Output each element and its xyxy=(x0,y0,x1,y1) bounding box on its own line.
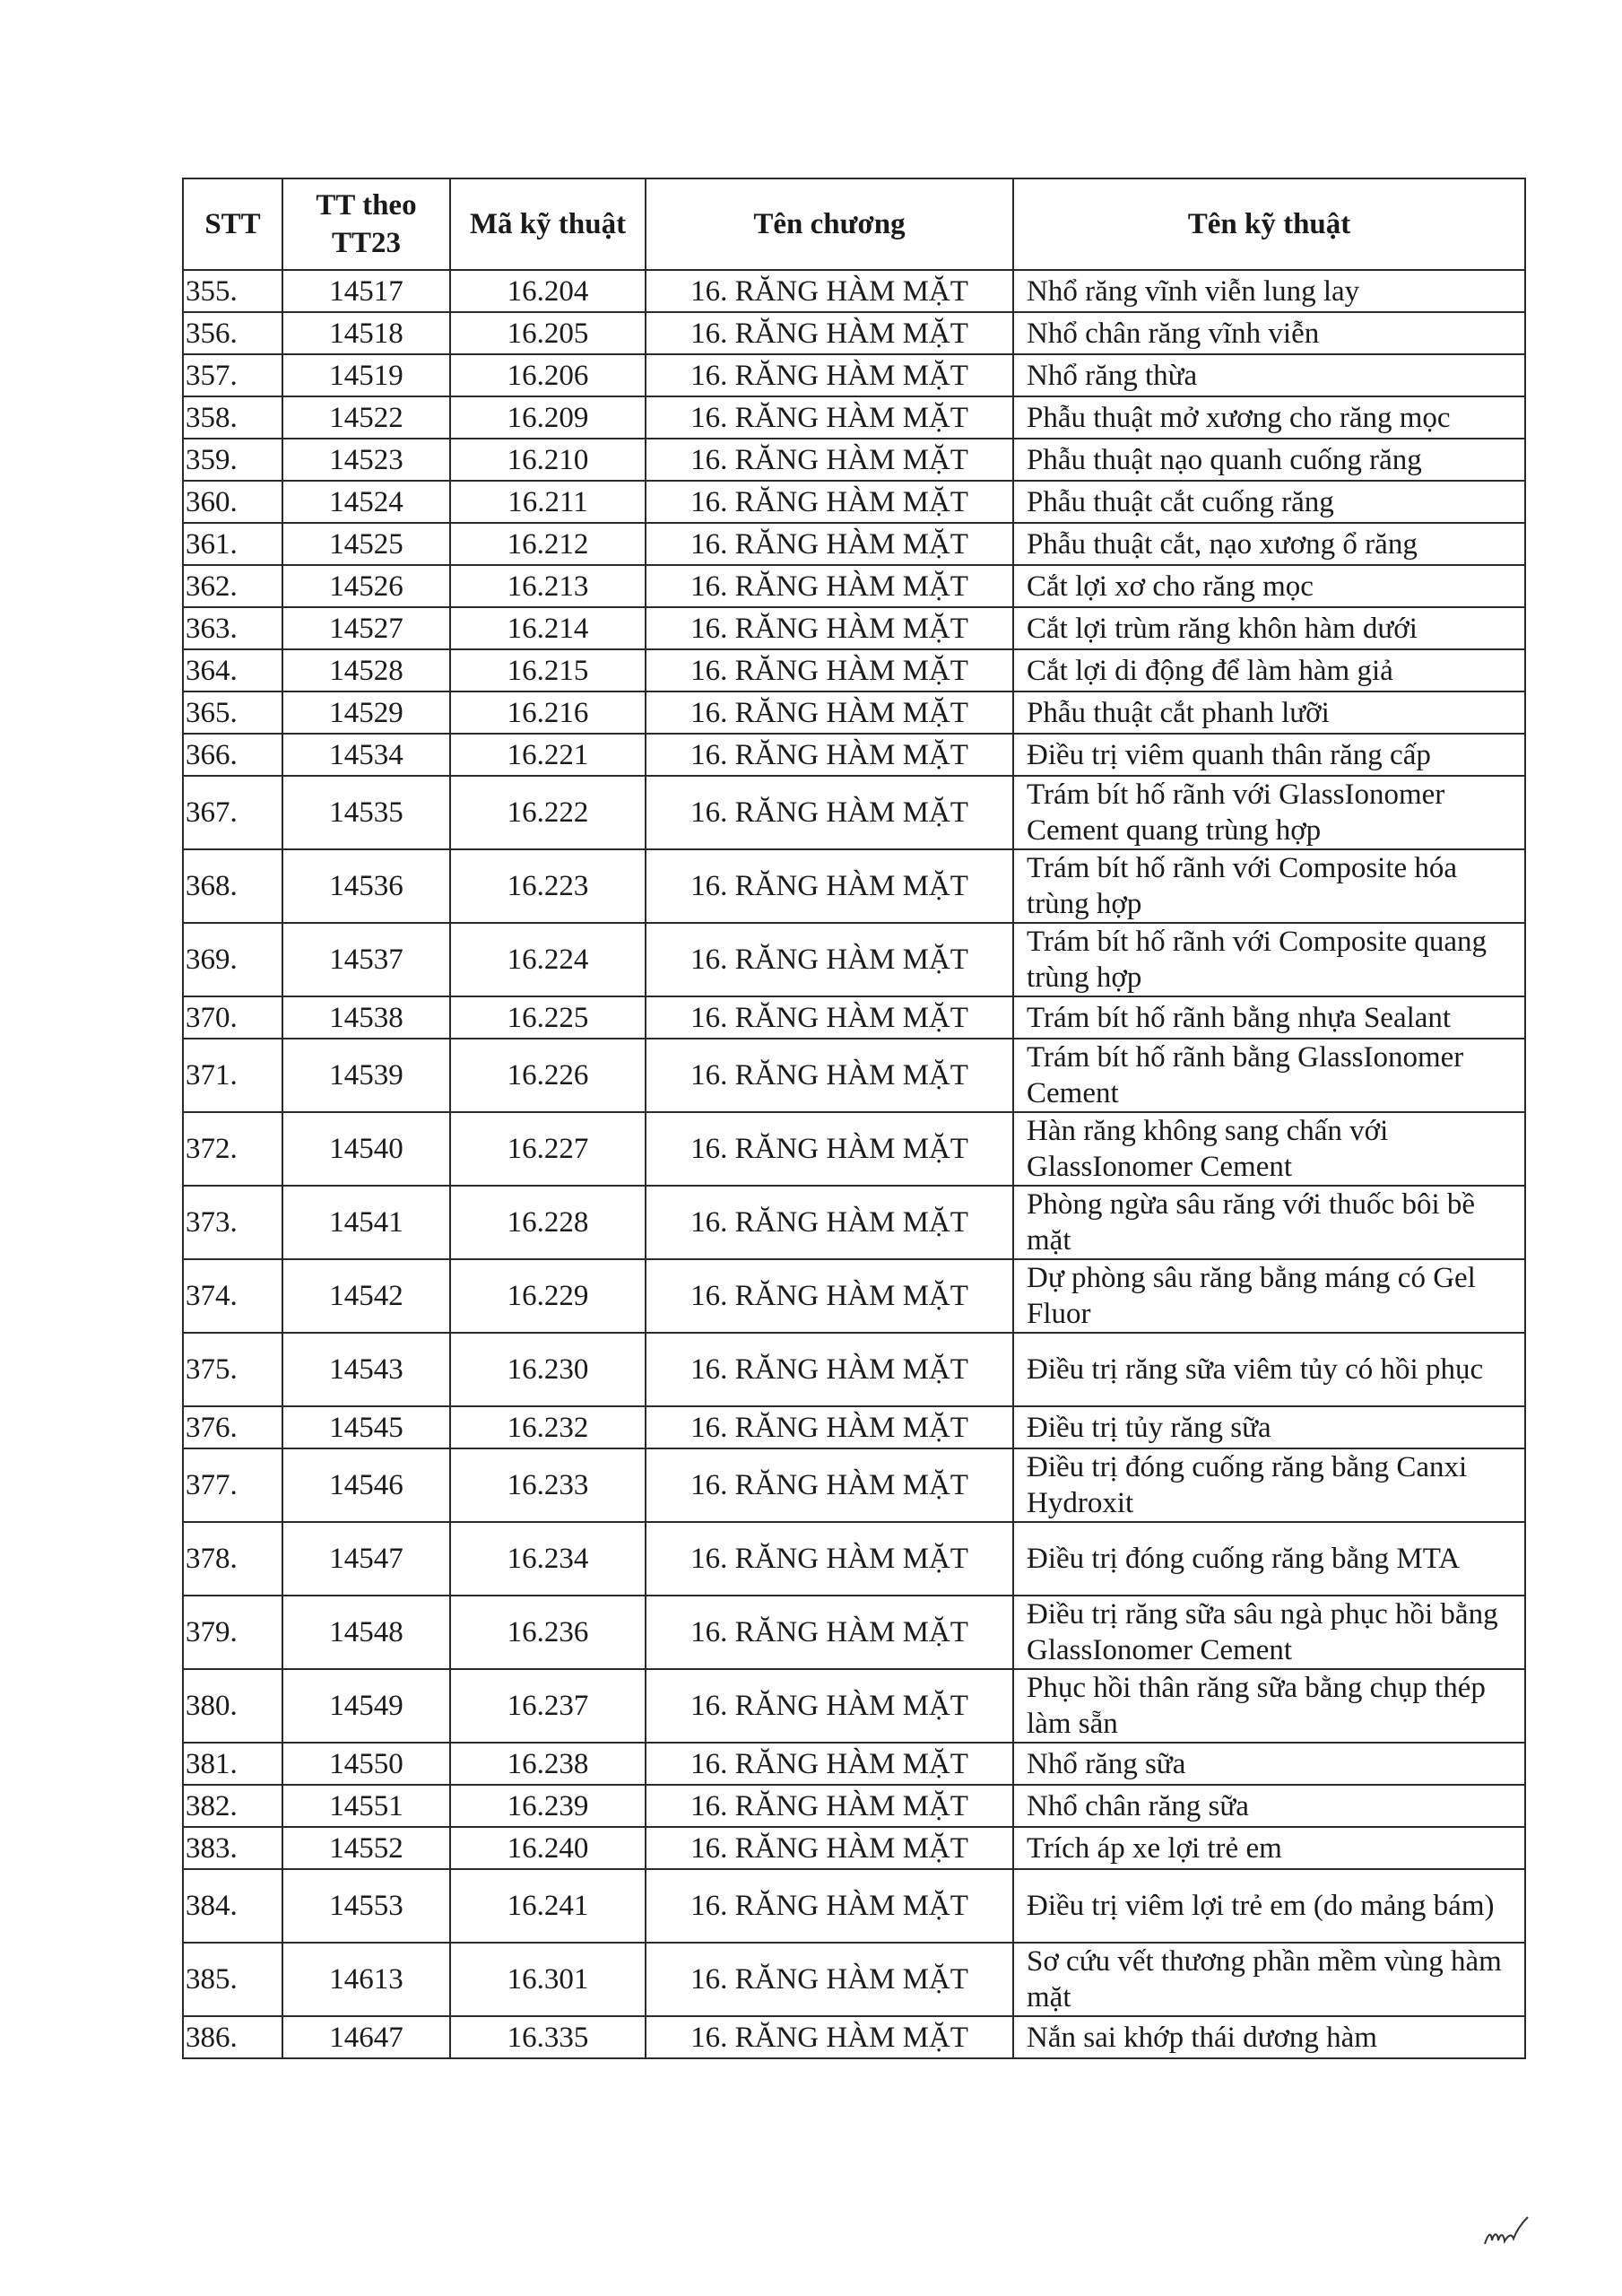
cell-tt-theo-tt23: 14543 xyxy=(282,1333,450,1406)
table-row xyxy=(183,439,1525,481)
cell-tt-theo-tt23: 14524 xyxy=(282,481,450,523)
cell-ten-ky-thuat: Điều trị viêm lợi trẻ em (do mảng bám) xyxy=(1013,1869,1525,1943)
cell-ma-ky-thuat: 16.229 xyxy=(450,1259,646,1333)
cell-ma-ky-thuat: 16.233 xyxy=(450,1448,646,1522)
table-row xyxy=(183,1943,1525,2016)
cell-ten-ky-thuat: Điều trị tủy răng sữa xyxy=(1013,1406,1525,1448)
table-row xyxy=(183,1869,1525,1943)
table-row xyxy=(183,1259,1525,1333)
cell-ma-ky-thuat: 16.234 xyxy=(450,1522,646,1596)
handwritten-initials xyxy=(1483,2213,1530,2249)
cell-tt-theo-tt23: 14550 xyxy=(282,1743,450,1785)
cell-ten-chuong: 16. RĂNG HÀM MẶT xyxy=(646,649,1013,691)
table-row xyxy=(183,1333,1525,1406)
cell-ten-ky-thuat: Trích áp xe lợi trẻ em xyxy=(1013,1827,1525,1869)
cell-ten-ky-thuat: Điều trị răng sữa sâu ngà phục hồi bằng GlassIonomer Cement xyxy=(1013,1596,1525,1669)
cell-tt-theo-tt23: 14546 xyxy=(282,1448,450,1522)
cell-ma-ky-thuat: 16.211 xyxy=(450,481,646,523)
table-row xyxy=(183,354,1525,396)
cell-ma-ky-thuat: 16.239 xyxy=(450,1785,646,1827)
cell-ten-ky-thuat: Cắt lợi xơ cho răng mọc xyxy=(1013,565,1525,607)
cell-tt-theo-tt23: 14535 xyxy=(282,776,450,849)
table-row xyxy=(183,523,1525,565)
cell-ma-ky-thuat: 16.204 xyxy=(450,270,646,312)
cell-ten-ky-thuat: Trám bít hố rãnh bằng nhựa Sealant xyxy=(1013,996,1525,1039)
cell-stt: 371. xyxy=(183,1039,282,1112)
table-row xyxy=(183,1785,1525,1827)
cell-ten-chuong: 16. RĂNG HÀM MẶT xyxy=(646,1943,1013,2016)
cell-tt-theo-tt23: 14519 xyxy=(282,354,450,396)
cell-tt-theo-tt23: 14540 xyxy=(282,1112,450,1186)
cell-ten-chuong: 16. RĂNG HÀM MẶT xyxy=(646,1785,1013,1827)
cell-tt-theo-tt23: 14547 xyxy=(282,1522,450,1596)
cell-stt: 369. xyxy=(183,923,282,996)
cell-ma-ky-thuat: 16.215 xyxy=(450,649,646,691)
table-row xyxy=(183,1406,1525,1448)
table-row xyxy=(183,2016,1525,2058)
cell-stt: 364. xyxy=(183,649,282,691)
cell-tt-theo-tt23: 14529 xyxy=(282,691,450,734)
cell-ten-ky-thuat: Điều trị đóng cuống răng bằng Canxi Hydroxit xyxy=(1013,1448,1525,1522)
cell-ten-chuong: 16. RĂNG HÀM MẶT xyxy=(646,849,1013,923)
table-row xyxy=(183,1522,1525,1596)
cell-ten-chuong: 16. RĂNG HÀM MẶT xyxy=(646,1112,1013,1186)
cell-tt-theo-tt23: 14541 xyxy=(282,1186,450,1259)
cell-ma-ky-thuat: 16.222 xyxy=(450,776,646,849)
header-ten-ky-thuat: Tên kỹ thuật xyxy=(1013,178,1525,270)
cell-ten-ky-thuat: Nắn sai khớp thái dương hàm xyxy=(1013,2016,1525,2058)
table-row xyxy=(183,312,1525,354)
cell-tt-theo-tt23: 14542 xyxy=(282,1259,450,1333)
cell-tt-theo-tt23: 14525 xyxy=(282,523,450,565)
cell-ten-chuong: 16. RĂNG HÀM MẶT xyxy=(646,396,1013,439)
cell-ten-ky-thuat: Nhổ răng sữa xyxy=(1013,1743,1525,1785)
cell-ma-ky-thuat: 16.210 xyxy=(450,439,646,481)
header-ten-chuong: Tên chương xyxy=(646,178,1013,270)
cell-ten-ky-thuat: Nhổ răng thừa xyxy=(1013,354,1525,396)
cell-ten-chuong: 16. RĂNG HÀM MẶT xyxy=(646,1743,1013,1785)
cell-ma-ky-thuat: 16.335 xyxy=(450,2016,646,2058)
cell-tt-theo-tt23: 14553 xyxy=(282,1869,450,1943)
cell-stt: 374. xyxy=(183,1259,282,1333)
table-row xyxy=(183,1669,1525,1743)
cell-ma-ky-thuat: 16.241 xyxy=(450,1869,646,1943)
cell-stt: 383. xyxy=(183,1827,282,1869)
cell-ten-ky-thuat: Điều trị viêm quanh thân răng cấp xyxy=(1013,734,1525,776)
cell-stt: 378. xyxy=(183,1522,282,1596)
cell-ten-ky-thuat: Hàn răng không sang chấn với GlassIonomer Cement xyxy=(1013,1112,1525,1186)
cell-stt: 361. xyxy=(183,523,282,565)
cell-ten-ky-thuat: Điều trị đóng cuống răng bằng MTA xyxy=(1013,1522,1525,1596)
cell-ma-ky-thuat: 16.230 xyxy=(450,1333,646,1406)
table-row xyxy=(183,481,1525,523)
table-row xyxy=(183,734,1525,776)
cell-stt: 385. xyxy=(183,1943,282,2016)
table-row xyxy=(183,1596,1525,1669)
cell-ten-ky-thuat: Sơ cứu vết thương phần mềm vùng hàm mặt xyxy=(1013,1943,1525,2016)
cell-stt: 380. xyxy=(183,1669,282,1743)
cell-ma-ky-thuat: 16.240 xyxy=(450,1827,646,1869)
cell-stt: 366. xyxy=(183,734,282,776)
cell-ten-chuong: 16. RĂNG HÀM MẶT xyxy=(646,1827,1013,1869)
cell-tt-theo-tt23: 14522 xyxy=(282,396,450,439)
procedure-table xyxy=(182,178,1526,2059)
cell-tt-theo-tt23: 14517 xyxy=(282,270,450,312)
table-row xyxy=(183,849,1525,923)
cell-tt-theo-tt23: 14518 xyxy=(282,312,450,354)
table-row xyxy=(183,607,1525,649)
cell-tt-theo-tt23: 14545 xyxy=(282,1406,450,1448)
cell-ma-ky-thuat: 16.232 xyxy=(450,1406,646,1448)
table-row xyxy=(183,996,1525,1039)
cell-tt-theo-tt23: 14528 xyxy=(282,649,450,691)
cell-stt: 375. xyxy=(183,1333,282,1406)
cell-tt-theo-tt23: 14551 xyxy=(282,1785,450,1827)
cell-ma-ky-thuat: 16.214 xyxy=(450,607,646,649)
table-row xyxy=(183,1743,1525,1785)
cell-ten-chuong: 16. RĂNG HÀM MẶT xyxy=(646,312,1013,354)
cell-ten-chuong: 16. RĂNG HÀM MẶT xyxy=(646,1669,1013,1743)
cell-ma-ky-thuat: 16.301 xyxy=(450,1943,646,2016)
table-row xyxy=(183,1112,1525,1186)
cell-ten-chuong: 16. RĂNG HÀM MẶT xyxy=(646,776,1013,849)
cell-ten-chuong: 16. RĂNG HÀM MẶT xyxy=(646,565,1013,607)
cell-stt: 356. xyxy=(183,312,282,354)
cell-tt-theo-tt23: 14549 xyxy=(282,1669,450,1743)
cell-ten-chuong: 16. RĂNG HÀM MẶT xyxy=(646,1448,1013,1522)
cell-ma-ky-thuat: 16.237 xyxy=(450,1669,646,1743)
cell-ten-chuong: 16. RĂNG HÀM MẶT xyxy=(646,607,1013,649)
cell-stt: 376. xyxy=(183,1406,282,1448)
cell-tt-theo-tt23: 14647 xyxy=(282,2016,450,2058)
cell-stt: 367. xyxy=(183,776,282,849)
cell-ten-chuong: 16. RĂNG HÀM MẶT xyxy=(646,481,1013,523)
cell-stt: 365. xyxy=(183,691,282,734)
cell-ten-chuong: 16. RĂNG HÀM MẶT xyxy=(646,1522,1013,1596)
table-row xyxy=(183,270,1525,312)
table-row xyxy=(183,923,1525,996)
cell-stt: 384. xyxy=(183,1869,282,1943)
table-row xyxy=(183,691,1525,734)
cell-ma-ky-thuat: 16.238 xyxy=(450,1743,646,1785)
cell-ten-chuong: 16. RĂNG HÀM MẶT xyxy=(646,691,1013,734)
cell-ten-chuong: 16. RĂNG HÀM MẶT xyxy=(646,439,1013,481)
cell-tt-theo-tt23: 14613 xyxy=(282,1943,450,2016)
cell-stt: 363. xyxy=(183,607,282,649)
cell-ma-ky-thuat: 16.212 xyxy=(450,523,646,565)
cell-tt-theo-tt23: 14548 xyxy=(282,1596,450,1669)
cell-tt-theo-tt23: 14536 xyxy=(282,849,450,923)
cell-stt: 372. xyxy=(183,1112,282,1186)
cell-ten-chuong: 16. RĂNG HÀM MẶT xyxy=(646,1186,1013,1259)
table-body xyxy=(183,270,1525,2058)
table-row xyxy=(183,1039,1525,1112)
cell-ma-ky-thuat: 16.209 xyxy=(450,396,646,439)
cell-ten-chuong: 16. RĂNG HÀM MẶT xyxy=(646,734,1013,776)
cell-ten-ky-thuat: Trám bít hố rãnh với GlassIonomer Cement quang trùng hợp xyxy=(1013,776,1525,849)
cell-ma-ky-thuat: 16.206 xyxy=(450,354,646,396)
cell-ten-chuong: 16. RĂNG HÀM MẶT xyxy=(646,2016,1013,2058)
cell-ten-ky-thuat: Phẫu thuật cắt phanh lưỡi xyxy=(1013,691,1525,734)
cell-ma-ky-thuat: 16.236 xyxy=(450,1596,646,1669)
cell-tt-theo-tt23: 14539 xyxy=(282,1039,450,1112)
cell-ma-ky-thuat: 16.227 xyxy=(450,1112,646,1186)
header-stt: STT xyxy=(183,178,282,270)
table-row xyxy=(183,396,1525,439)
cell-stt: 370. xyxy=(183,996,282,1039)
cell-ten-ky-thuat: Trám bít hố rãnh với Composite quang trùng hợp xyxy=(1013,923,1525,996)
cell-ten-ky-thuat: Cắt lợi trùm răng khôn hàm dưới xyxy=(1013,607,1525,649)
cell-ten-ky-thuat: Nhổ chân răng sữa xyxy=(1013,1785,1525,1827)
cell-ten-ky-thuat: Phẫu thuật cắt cuống răng xyxy=(1013,481,1525,523)
cell-ten-ky-thuat: Dự phòng sâu răng bằng máng có Gel Fluor xyxy=(1013,1259,1525,1333)
cell-stt: 360. xyxy=(183,481,282,523)
cell-stt: 373. xyxy=(183,1186,282,1259)
table-header-row xyxy=(183,178,1525,270)
header-ma-ky-thuat: Mã kỹ thuật xyxy=(450,178,646,270)
cell-stt: 379. xyxy=(183,1596,282,1669)
cell-ten-ky-thuat: Phòng ngừa sâu răng với thuốc bôi bề mặt xyxy=(1013,1186,1525,1259)
cell-ma-ky-thuat: 16.216 xyxy=(450,691,646,734)
cell-ten-ky-thuat: Trám bít hố rãnh với Composite hóa trùng hợp xyxy=(1013,849,1525,923)
cell-ma-ky-thuat: 16.224 xyxy=(450,923,646,996)
cell-ten-chuong: 16. RĂNG HÀM MẶT xyxy=(646,1039,1013,1112)
table-row xyxy=(183,776,1525,849)
cell-tt-theo-tt23: 14527 xyxy=(282,607,450,649)
cell-ma-ky-thuat: 16.228 xyxy=(450,1186,646,1259)
cell-ten-chuong: 16. RĂNG HÀM MẶT xyxy=(646,1333,1013,1406)
cell-ten-ky-thuat: Cắt lợi di động để làm hàm giả xyxy=(1013,649,1525,691)
cell-tt-theo-tt23: 14523 xyxy=(282,439,450,481)
cell-ten-ky-thuat: Trám bít hố rãnh bằng GlassIonomer Cement xyxy=(1013,1039,1525,1112)
cell-stt: 357. xyxy=(183,354,282,396)
table-row xyxy=(183,565,1525,607)
cell-ma-ky-thuat: 16.221 xyxy=(450,734,646,776)
cell-ma-ky-thuat: 16.226 xyxy=(450,1039,646,1112)
cell-stt: 368. xyxy=(183,849,282,923)
cell-ten-chuong: 16. RĂNG HÀM MẶT xyxy=(646,996,1013,1039)
cell-ma-ky-thuat: 16.223 xyxy=(450,849,646,923)
table-row xyxy=(183,1448,1525,1522)
cell-ten-chuong: 16. RĂNG HÀM MẶT xyxy=(646,1596,1013,1669)
cell-ten-chuong: 16. RĂNG HÀM MẶT xyxy=(646,1259,1013,1333)
cell-ten-chuong: 16. RĂNG HÀM MẶT xyxy=(646,523,1013,565)
cell-ma-ky-thuat: 16.225 xyxy=(450,996,646,1039)
cell-ten-ky-thuat: Phẫu thuật mở xương cho răng mọc xyxy=(1013,396,1525,439)
cell-ten-chuong: 16. RĂNG HÀM MẶT xyxy=(646,923,1013,996)
cell-ten-chuong: 16. RĂNG HÀM MẶT xyxy=(646,1869,1013,1943)
cell-stt: 362. xyxy=(183,565,282,607)
cell-stt: 386. xyxy=(183,2016,282,2058)
cell-tt-theo-tt23: 14526 xyxy=(282,565,450,607)
cell-ten-chuong: 16. RĂNG HÀM MẶT xyxy=(646,270,1013,312)
cell-ten-ky-thuat: Phẫu thuật nạo quanh cuống răng xyxy=(1013,439,1525,481)
cell-ma-ky-thuat: 16.205 xyxy=(450,312,646,354)
cell-ma-ky-thuat: 16.213 xyxy=(450,565,646,607)
cell-ten-ky-thuat: Phẫu thuật cắt, nạo xương ổ răng xyxy=(1013,523,1525,565)
cell-tt-theo-tt23: 14537 xyxy=(282,923,450,996)
cell-stt: 381. xyxy=(183,1743,282,1785)
cell-tt-theo-tt23: 14538 xyxy=(282,996,450,1039)
cell-ten-ky-thuat: Phục hồi thân răng sữa bằng chụp thép làm sẵn xyxy=(1013,1669,1525,1743)
cell-ten-chuong: 16. RĂNG HÀM MẶT xyxy=(646,1406,1013,1448)
table-row xyxy=(183,1827,1525,1869)
header-tt-theo-tt23: TT theo TT23 xyxy=(282,178,450,270)
cell-tt-theo-tt23: 14534 xyxy=(282,734,450,776)
cell-tt-theo-tt23: 14552 xyxy=(282,1827,450,1869)
cell-stt: 359. xyxy=(183,439,282,481)
cell-stt: 358. xyxy=(183,396,282,439)
table-row xyxy=(183,1186,1525,1259)
cell-stt: 377. xyxy=(183,1448,282,1522)
cell-ten-ky-thuat: Điều trị răng sữa viêm tủy có hồi phục xyxy=(1013,1333,1525,1406)
cell-ten-ky-thuat: Nhổ răng vĩnh viễn lung lay xyxy=(1013,270,1525,312)
cell-stt: 382. xyxy=(183,1785,282,1827)
cell-stt: 355. xyxy=(183,270,282,312)
table-row xyxy=(183,649,1525,691)
cell-ten-ky-thuat: Nhổ chân răng vĩnh viễn xyxy=(1013,312,1525,354)
cell-ten-chuong: 16. RĂNG HÀM MẶT xyxy=(646,354,1013,396)
